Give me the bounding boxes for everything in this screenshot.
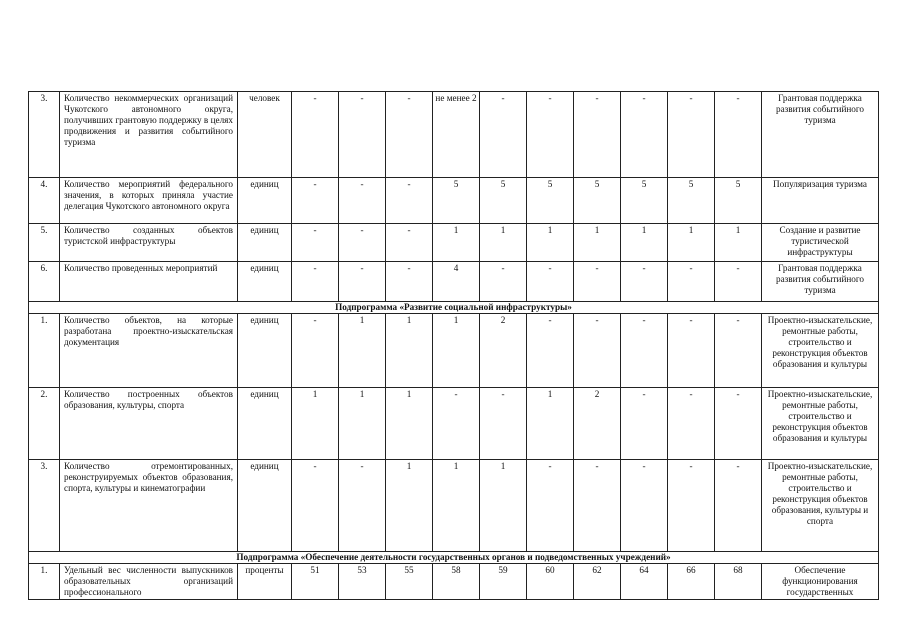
result-cell: Грантовая поддержка развития событийного туризма xyxy=(762,262,879,302)
table-row xyxy=(29,92,879,178)
table-body xyxy=(29,92,879,600)
indicators-table xyxy=(28,91,879,600)
value-cell: 1 xyxy=(527,224,574,262)
value-cell: 1 xyxy=(433,314,480,388)
value-cell: 1 xyxy=(386,388,433,460)
row-number: 4. xyxy=(29,178,60,224)
value-cell: - xyxy=(621,262,668,302)
value-cell: - xyxy=(339,460,386,552)
value-cell: - xyxy=(715,92,762,178)
document-page xyxy=(28,91,878,600)
value-cell: - xyxy=(668,92,715,178)
value-cell: 62 xyxy=(574,564,621,600)
value-cell: - xyxy=(715,460,762,552)
value-cell: 53 xyxy=(339,564,386,600)
row-number: 1. xyxy=(29,564,60,600)
table-row xyxy=(29,262,879,302)
value-cell: - xyxy=(527,314,574,388)
value-cell: 5 xyxy=(621,178,668,224)
value-cell: 1 xyxy=(386,460,433,552)
indicator-name: Количество некоммерческих организаций Чукотского автономного округа, получивших грантовую поддержку в целях продвижения и развития событийного туризма xyxy=(60,92,238,178)
value-cell: 1 xyxy=(480,224,527,262)
value-cell: - xyxy=(386,92,433,178)
row-number: 3. xyxy=(29,460,60,552)
value-cell: - xyxy=(668,388,715,460)
value-cell: - xyxy=(668,262,715,302)
value-cell: - xyxy=(621,92,668,178)
value-cell: 5 xyxy=(433,178,480,224)
value-cell: 1 xyxy=(292,388,339,460)
result-cell: Проектно-изыскательские, ремонтные работы, строительство и реконструкция объектов образования и культуры xyxy=(762,314,879,388)
value-cell: 5 xyxy=(715,178,762,224)
value-cell: - xyxy=(386,178,433,224)
value-cell: - xyxy=(715,314,762,388)
indicator-name: Количество проведенных мероприятий xyxy=(60,262,238,302)
value-cell: 1 xyxy=(574,224,621,262)
section-header-row xyxy=(29,552,879,564)
value-cell: 5 xyxy=(668,178,715,224)
value-cell: 1 xyxy=(715,224,762,262)
table-row xyxy=(29,564,879,600)
value-cell: 1 xyxy=(621,224,668,262)
unit-cell: проценты xyxy=(238,564,292,600)
value-cell: 1 xyxy=(480,460,527,552)
value-cell: - xyxy=(527,460,574,552)
result-cell: Проектно-изыскательские, ремонтные работы, строительство и реконструкция объектов образования, культуры и спорта xyxy=(762,460,879,552)
value-cell: - xyxy=(668,314,715,388)
value-cell: - xyxy=(668,460,715,552)
value-cell: 59 xyxy=(480,564,527,600)
value-cell: 2 xyxy=(480,314,527,388)
indicator-name: Количество построенных объектов образования, культуры, спорта xyxy=(60,388,238,460)
row-number: 1. xyxy=(29,314,60,388)
section-title: Подпрограмма «Обеспечение деятельности государственных органов и подведомственных учреждений» xyxy=(29,552,879,564)
unit-cell: единиц xyxy=(238,178,292,224)
value-cell: - xyxy=(527,92,574,178)
table-row xyxy=(29,388,879,460)
value-cell: 1 xyxy=(339,314,386,388)
value-cell: - xyxy=(292,178,339,224)
value-cell: 58 xyxy=(433,564,480,600)
value-cell: - xyxy=(339,224,386,262)
value-cell: - xyxy=(621,388,668,460)
value-cell: - xyxy=(292,224,339,262)
value-cell: - xyxy=(574,460,621,552)
value-cell: - xyxy=(292,262,339,302)
result-cell: Обеспечение функционирования государственных xyxy=(762,564,879,600)
value-cell: - xyxy=(433,388,480,460)
value-cell: - xyxy=(574,92,621,178)
unit-cell: человек xyxy=(238,92,292,178)
value-cell: 1 xyxy=(339,388,386,460)
value-cell: - xyxy=(480,388,527,460)
value-cell: 4 xyxy=(433,262,480,302)
value-cell: - xyxy=(574,262,621,302)
value-cell: 1 xyxy=(433,460,480,552)
value-cell: 1 xyxy=(527,388,574,460)
table-row xyxy=(29,314,879,388)
table-row xyxy=(29,460,879,552)
value-cell: - xyxy=(339,262,386,302)
value-cell: 1 xyxy=(433,224,480,262)
value-cell: 55 xyxy=(386,564,433,600)
value-cell: - xyxy=(339,92,386,178)
value-cell: не менее 2 xyxy=(433,92,480,178)
value-cell: 1 xyxy=(668,224,715,262)
result-cell: Популяризация туризма xyxy=(762,178,879,224)
value-cell: - xyxy=(621,314,668,388)
indicator-name: Количество мероприятий федерального значения, в которых приняла участие делегация Чукотского автономного округа xyxy=(60,178,238,224)
value-cell: - xyxy=(292,92,339,178)
section-header-row xyxy=(29,302,879,314)
row-number: 2. xyxy=(29,388,60,460)
value-cell: 64 xyxy=(621,564,668,600)
value-cell: - xyxy=(480,262,527,302)
value-cell: - xyxy=(715,388,762,460)
indicator-name: Количество созданных объектов туристской инфраструктуры xyxy=(60,224,238,262)
value-cell: 5 xyxy=(480,178,527,224)
indicator-name: Удельный вес численности выпускников образовательных организаций профессионального xyxy=(60,564,238,600)
value-cell: - xyxy=(339,178,386,224)
indicator-name: Количество отремонтированных, реконструируемых объектов образования, спорта, культуры и кинематографии xyxy=(60,460,238,552)
unit-cell: единиц xyxy=(238,388,292,460)
value-cell: 66 xyxy=(668,564,715,600)
result-cell: Грантовая поддержка развития событийного туризма xyxy=(762,92,879,178)
value-cell: 60 xyxy=(527,564,574,600)
unit-cell: единиц xyxy=(238,460,292,552)
indicator-name: Количество объектов, на которые разработана проектно-изыскательская документация xyxy=(60,314,238,388)
table-row xyxy=(29,178,879,224)
table-row xyxy=(29,224,879,262)
value-cell: 51 xyxy=(292,564,339,600)
result-cell: Создание и развитие туристической инфраструктуры xyxy=(762,224,879,262)
section-title: Подпрограмма «Развитие социальной инфраструктуры» xyxy=(29,302,879,314)
row-number: 3. xyxy=(29,92,60,178)
result-cell: Проектно-изыскательские, ремонтные работы, строительство и реконструкция объектов образования и культуры xyxy=(762,388,879,460)
value-cell: 2 xyxy=(574,388,621,460)
value-cell: 1 xyxy=(386,314,433,388)
value-cell: 68 xyxy=(715,564,762,600)
value-cell: - xyxy=(292,460,339,552)
value-cell: - xyxy=(480,92,527,178)
value-cell: 5 xyxy=(527,178,574,224)
value-cell: - xyxy=(386,224,433,262)
value-cell: - xyxy=(527,262,574,302)
row-number: 5. xyxy=(29,224,60,262)
value-cell: - xyxy=(715,262,762,302)
value-cell: - xyxy=(386,262,433,302)
value-cell: - xyxy=(621,460,668,552)
unit-cell: единиц xyxy=(238,224,292,262)
unit-cell: единиц xyxy=(238,314,292,388)
row-number: 6. xyxy=(29,262,60,302)
value-cell: - xyxy=(574,314,621,388)
value-cell: - xyxy=(292,314,339,388)
unit-cell: единиц xyxy=(238,262,292,302)
value-cell: 5 xyxy=(574,178,621,224)
